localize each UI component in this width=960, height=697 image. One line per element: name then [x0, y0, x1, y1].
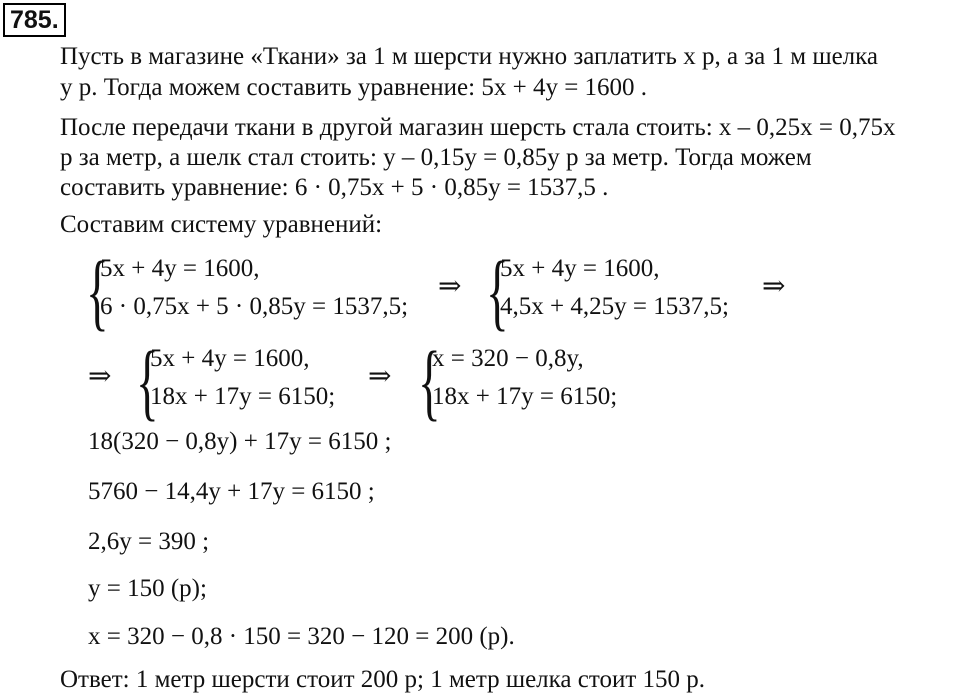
- system-equation: 18x + 17y = 6150;: [150, 383, 336, 410]
- system-equation: 18x + 17y = 6150;: [432, 383, 618, 410]
- system-equation: 5x + 4y = 1600,: [100, 255, 260, 282]
- paragraph-line: Пусть в магазине «Ткани» за 1 м шерсти нужно заплатить x р, а за 1 м шелка: [60, 43, 879, 70]
- system-equation: 4,5x + 4,25y = 1537,5;: [500, 293, 729, 320]
- solution-step: 2,6y = 390 ;: [88, 528, 210, 555]
- paragraph-line: После передачи ткани в другой магазин шерсть стала стоить: x – 0,25x = 0,75x: [60, 114, 896, 141]
- system-equation: x = 320 − 0,8y,: [432, 345, 584, 372]
- implies-arrow: ⇒: [762, 271, 786, 302]
- brace: {: [136, 333, 159, 429]
- answer-line: Ответ: 1 метр шерсти стоит 200 р; 1 метр шелка стоит 150 р.: [60, 666, 706, 693]
- brace: {: [418, 333, 441, 429]
- implies-arrow: ⇒: [88, 361, 112, 392]
- problem-number-badge: 785.: [3, 3, 66, 37]
- implies-arrow: ⇒: [368, 361, 392, 392]
- system-equation: 6 · 0,75x + 5 · 0,85y = 1537,5;: [100, 293, 409, 320]
- solution-step: 18(320 − 0,8y) + 17y = 6150 ;: [88, 428, 392, 455]
- solution-step: y = 150 (р);: [88, 575, 207, 602]
- implies-arrow: ⇒: [438, 271, 462, 302]
- equation-system: [486, 243, 756, 339]
- brace: {: [86, 243, 109, 339]
- brace: {: [486, 243, 509, 339]
- equation-system: [418, 333, 638, 429]
- paragraph-line: Составим систему уравнений:: [60, 211, 383, 238]
- paragraph-line: р за метр, а шелк стал стоить: y – 0,15y = 0,85y р за метр. Тогда можем: [60, 144, 812, 171]
- equation-system: [86, 243, 416, 339]
- solution-step: 5760 − 14,4y + 17y = 6150 ;: [88, 478, 375, 505]
- equation-system: [136, 333, 346, 429]
- system-equation: 5x + 4y = 1600,: [500, 255, 660, 282]
- solution-step: x = 320 − 0,8 · 150 = 320 − 120 = 200 (р).: [88, 623, 515, 650]
- system-equation: 5x + 4y = 1600,: [150, 345, 310, 372]
- paragraph-line: составить уравнение: 6 · 0,75x + 5 · 0,85y = 1537,5 .: [60, 174, 609, 201]
- paragraph-line: y р. Тогда можем составить уравнение: 5x + 4y = 1600 .: [60, 74, 648, 101]
